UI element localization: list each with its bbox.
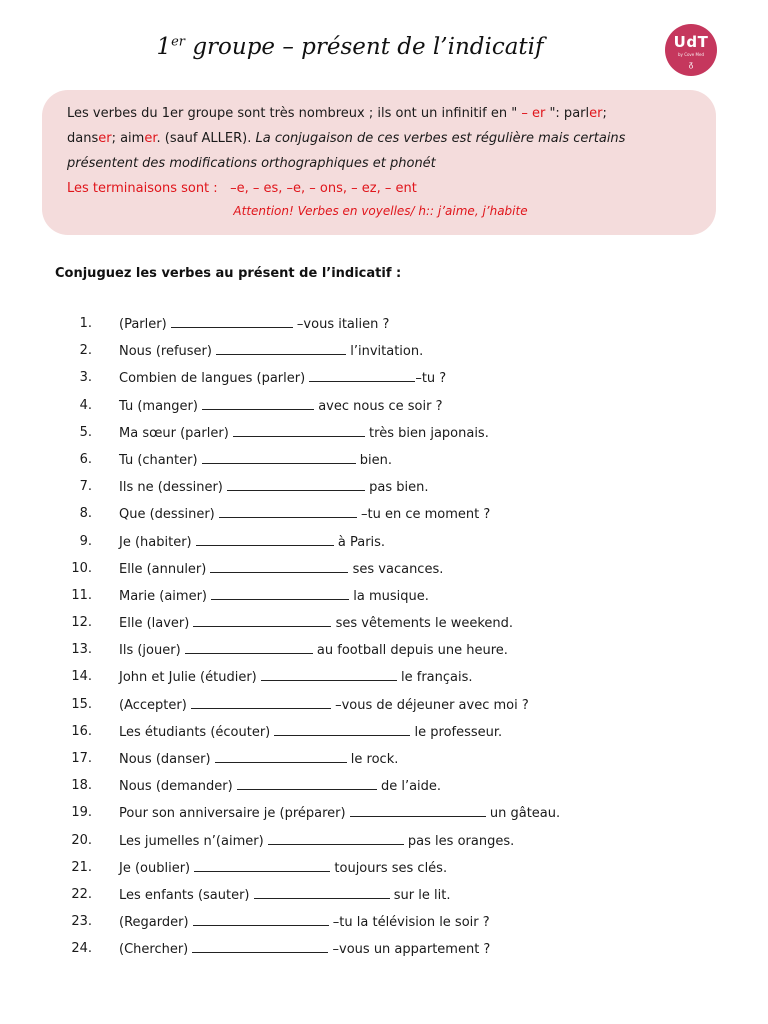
- exercise-item: [0, 802, 768, 829]
- sentence-end: –vous de déjeuner avec moi ?: [330, 697, 529, 713]
- rule-ending: – er: [521, 106, 546, 121]
- exercise-sentence: [119, 639, 508, 662]
- attention-note: Attention! Verbes en voyelles/ h:: j’aime, j’habite: [233, 204, 528, 218]
- rule-ending: er: [589, 106, 603, 121]
- sentence-end: la musique.: [349, 588, 429, 604]
- exercise-number: 3.: [79, 370, 92, 386]
- sentence-start: Combien de langues (parler): [119, 371, 310, 387]
- exercise-item: [0, 666, 768, 693]
- exercise-sentence: [119, 721, 502, 744]
- answer-blank[interactable]: [210, 558, 348, 573]
- exercise-sentence: [119, 775, 441, 798]
- exercise-sentence: [119, 585, 429, 608]
- logo-mark-icon: ᵹ: [688, 60, 694, 69]
- sentence-start: Je (oublier): [119, 860, 195, 876]
- exercise-sentence: [119, 449, 392, 472]
- sentence-end: –vous italien ?: [292, 317, 390, 332]
- sentence-end: –vous un appartement ?: [328, 942, 491, 958]
- page-title: [0, 34, 700, 60]
- answer-blank[interactable]: [202, 449, 356, 464]
- rule-italic-text: La conjugaison de ces verbes est régulière mais certains: [255, 131, 626, 146]
- exercise-sentence: [119, 884, 450, 907]
- exercise-number: 13.: [71, 642, 92, 658]
- logo-text: UdT: [673, 33, 709, 51]
- answer-blank[interactable]: [350, 802, 486, 817]
- exercise-item: [0, 857, 768, 884]
- sentence-start: Ils ne (dessiner): [119, 480, 227, 496]
- exercise-sentence: [119, 422, 489, 445]
- rule-line-3: présentent des modifications orthographiques et phonét: [67, 156, 436, 171]
- exercise-sentence: [119, 558, 443, 581]
- answer-blank[interactable]: [194, 857, 330, 872]
- exercise-sentence: [119, 340, 423, 363]
- exercise-sentence: [119, 666, 473, 689]
- sentence-end: bien.: [355, 452, 393, 468]
- answer-blank[interactable]: [268, 830, 404, 845]
- title-text: groupe – présent de l’indicatif: [185, 34, 544, 60]
- rule-text: dans: [67, 131, 99, 146]
- sentence-start: Elle (laver): [119, 616, 194, 632]
- sentence-start: Nous (danser): [119, 752, 215, 767]
- exercise-sentence: [119, 476, 429, 499]
- exercise-sentence: [119, 612, 513, 635]
- answer-blank[interactable]: [196, 531, 334, 546]
- answer-blank[interactable]: [191, 694, 331, 709]
- exercise-item: [0, 612, 768, 639]
- rule-text: ": parl: [545, 106, 590, 121]
- exercise-number: 14.: [71, 669, 92, 685]
- exercise-list: [0, 313, 768, 966]
- exercise-item: [0, 830, 768, 857]
- exercise-sentence: [119, 857, 447, 880]
- exercise-item: [0, 340, 768, 367]
- answer-blank[interactable]: [193, 612, 331, 627]
- exercise-item: [0, 748, 768, 775]
- sentence-end: –tu la télévision le soir ?: [328, 915, 490, 931]
- sentence-end: sur le lit.: [389, 887, 451, 903]
- exercise-number: 18.: [71, 778, 92, 794]
- sentence-start: (Accepter): [119, 697, 191, 713]
- exercise-number: 24.: [71, 941, 92, 957]
- exercise-number: 21.: [71, 859, 92, 875]
- exercise-sentence: [119, 802, 560, 825]
- exercise-number: 19.: [71, 805, 92, 821]
- answer-blank[interactable]: [261, 666, 397, 681]
- exercise-sentence: [119, 367, 446, 390]
- sentence-end: –tu en ce moment ?: [356, 507, 491, 523]
- rule-text: Les verbes du 1er groupe sont très nombreux ; ils ont un infinitif en ": [67, 106, 522, 121]
- answer-blank[interactable]: [215, 748, 347, 763]
- sentence-end: de l’aide.: [376, 779, 442, 795]
- exercise-item: [0, 367, 768, 394]
- exercise-number: 10.: [71, 560, 92, 576]
- sentence-end: pas les oranges.: [403, 833, 515, 849]
- sentence-end: à Paris.: [333, 534, 386, 550]
- exercise-item: [0, 585, 768, 612]
- sentence-end: le professeur.: [410, 724, 503, 740]
- answer-blank[interactable]: [254, 884, 390, 899]
- rule-ending: er: [98, 131, 112, 146]
- sentence-start: (Parler): [119, 317, 171, 332]
- sentence-start: (Regarder): [119, 915, 193, 931]
- exercise-number: 15.: [71, 696, 92, 712]
- exercise-item: [0, 503, 768, 530]
- exercise-item: [0, 422, 768, 449]
- sentence-start: Pour son anniversaire je (préparer): [119, 806, 350, 822]
- rule-box: [42, 90, 716, 235]
- exercise-sentence: [119, 694, 529, 717]
- rule-ending: er: [144, 131, 157, 146]
- exercise-item: [0, 476, 768, 503]
- answer-blank[interactable]: [202, 395, 314, 410]
- sentence-start: (Chercher): [119, 942, 193, 958]
- answer-blank[interactable]: [227, 476, 365, 491]
- sentence-end: –tu ?: [415, 371, 447, 387]
- rule-line-4: [67, 176, 694, 201]
- udt-logo: [665, 24, 717, 76]
- exercise-item: [0, 395, 768, 422]
- title-superscript: er: [171, 34, 186, 50]
- answer-blank[interactable]: [171, 313, 293, 328]
- sentence-end: pas bien.: [365, 480, 429, 496]
- sentence-end: toujours ses clés.: [330, 860, 448, 876]
- sentence-end: le français.: [396, 670, 473, 686]
- endings-label: Les terminaisons sont :: [67, 181, 218, 196]
- exercise-item: [0, 721, 768, 748]
- exercise-sentence: [119, 911, 490, 934]
- exercise-item: [0, 775, 768, 802]
- sentence-start: Tu (manger): [119, 398, 203, 414]
- answer-blank[interactable]: [193, 911, 329, 926]
- rule-text: . (sauf ALLER).: [156, 131, 256, 146]
- sentence-start: Que (dessiner): [119, 507, 219, 523]
- endings-list: –e, – es, –e, – ons, – ez, – ent: [230, 181, 417, 196]
- answer-blank[interactable]: [309, 367, 415, 382]
- exercise-number: 1.: [79, 316, 92, 331]
- exercise-sentence: [119, 938, 490, 961]
- sentence-end: le rock.: [346, 752, 399, 767]
- exercise-item: [0, 938, 768, 965]
- exercise-number: 8.: [79, 506, 92, 522]
- answer-blank[interactable]: [211, 585, 349, 600]
- exercise-number: 23.: [71, 914, 92, 930]
- answer-blank[interactable]: [219, 503, 357, 518]
- sentence-start: Tu (chanter): [119, 452, 202, 468]
- exercise-item: [0, 558, 768, 585]
- sentence-start: Les enfants (sauter): [119, 887, 254, 903]
- exercise-instruction: Conjuguez les verbes au présent de l’indicatif :: [55, 266, 402, 281]
- exercise-sentence: [119, 748, 398, 771]
- sentence-start: Je (habiter): [119, 534, 196, 550]
- sentence-end: au football depuis une heure.: [312, 643, 508, 659]
- exercise-number: 16.: [71, 723, 92, 739]
- exercise-number: 7.: [79, 479, 92, 495]
- sentence-end: un gâteau.: [485, 806, 561, 822]
- exercise-sentence: [119, 395, 442, 418]
- sentence-start: Nous (refuser): [119, 344, 217, 360]
- exercise-sentence: [119, 830, 514, 853]
- exercise-item: [0, 884, 768, 911]
- sentence-start: Les jumelles n’(aimer): [119, 833, 268, 849]
- answer-blank[interactable]: [233, 422, 365, 437]
- sentence-start: Les étudiants (écouter): [119, 724, 275, 740]
- exercise-number: 22.: [71, 886, 92, 902]
- sentence-end: ses vêtements le weekend.: [331, 616, 514, 632]
- rule-line-1: [67, 101, 694, 126]
- exercise-item: [0, 911, 768, 938]
- answer-blank[interactable]: [274, 721, 410, 736]
- exercise-sentence: [119, 531, 385, 554]
- answer-blank[interactable]: [237, 775, 377, 790]
- exercise-number: 4.: [79, 397, 92, 413]
- title-number: 1: [156, 34, 172, 60]
- exercise-item: [0, 531, 768, 558]
- exercise-number: 9.: [79, 533, 92, 549]
- sentence-start: Ma sœur (parler): [119, 425, 233, 441]
- sentence-end: ses vacances.: [348, 561, 444, 577]
- exercise-number: 20.: [71, 832, 92, 848]
- sentence-start: John et Julie (étudier): [119, 670, 261, 686]
- answer-blank[interactable]: [185, 639, 313, 654]
- exercise-sentence: [119, 313, 389, 336]
- sentence-start: Ils (jouer): [119, 643, 185, 659]
- exercise-sentence: [119, 503, 490, 526]
- exercise-item: [0, 313, 768, 340]
- rule-text: ; aim: [111, 131, 145, 146]
- sentence-end: l’invitation.: [346, 344, 424, 360]
- sentence-end: très bien japonais.: [364, 425, 489, 441]
- sentence-end: avec nous ce soir ?: [314, 398, 443, 414]
- rule-line-2: [67, 126, 694, 151]
- rule-text: ;: [602, 106, 607, 121]
- exercise-number: 11.: [71, 587, 92, 603]
- exercise-number: 5.: [79, 424, 92, 440]
- exercise-number: 2.: [79, 343, 92, 359]
- exercise-number: 12.: [71, 615, 92, 631]
- answer-blank[interactable]: [192, 938, 328, 953]
- exercise-item: [0, 449, 768, 476]
- sentence-start: Elle (annuler): [119, 561, 211, 577]
- sentence-start: Nous (demander): [119, 779, 237, 795]
- exercise-item: [0, 694, 768, 721]
- exercise-number: 17.: [71, 751, 92, 766]
- answer-blank[interactable]: [216, 340, 346, 355]
- logo-subtext: by Cove Med: [678, 52, 704, 57]
- sentence-start: Marie (aimer): [119, 588, 212, 604]
- exercise-number: 6.: [79, 451, 92, 467]
- exercise-item: [0, 639, 768, 666]
